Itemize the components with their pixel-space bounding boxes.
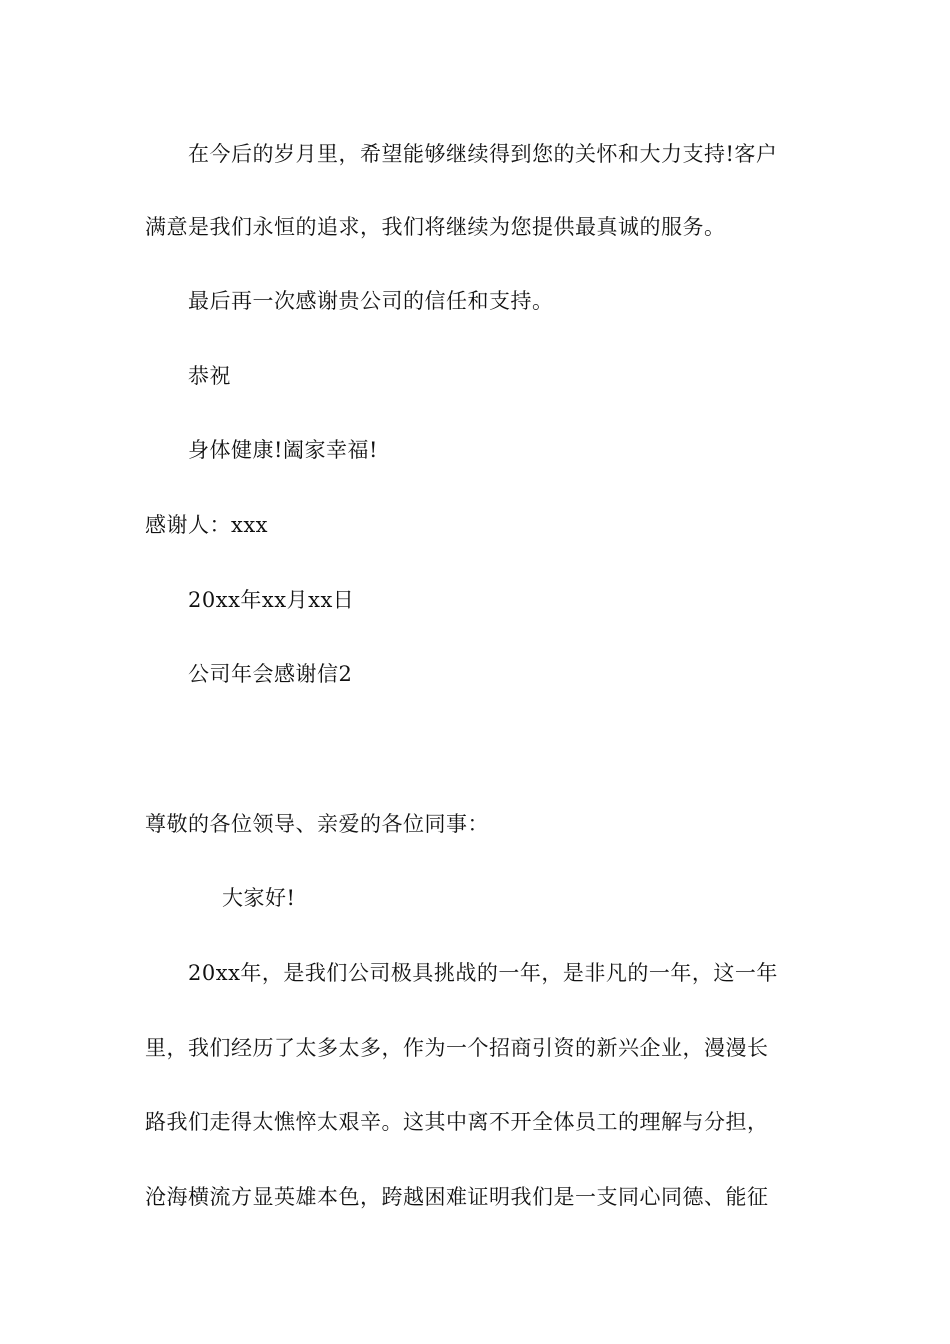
- letter2-title: 公司年会感谢信2: [188, 662, 353, 686]
- letter2-body-line4: 沧海横流方显英雄本色，跨越困难证明我们是一支同心同德、能征: [145, 1185, 769, 1209]
- letter1-paragraph2: 最后再一次感谢贵公司的信任和支持。: [188, 289, 554, 313]
- letter2-salutation: 尊敬的各位领导、亲爱的各位同事：: [145, 812, 489, 836]
- letter2-body-line1: 20xx年，是我们公司极具挑战的一年，是非凡的一年，这一年: [188, 961, 778, 985]
- letter1-paragraph1-line1: 在今后的岁月里，希望能够继续得到您的关怀和大力支持!客户: [188, 142, 778, 166]
- letter1-signer: 感谢人：xxx: [145, 513, 269, 537]
- letter2-body-line3: 路我们走得太憔悴太艰辛。这其中离不开全体员工的理解与分担，: [145, 1110, 769, 1134]
- letter1-date: 20xx年xx月xx日: [188, 588, 355, 612]
- letter1-wish: 身体健康!阖家幸福!: [188, 438, 378, 462]
- letter2-greeting: 大家好!: [222, 886, 296, 910]
- letter1-paragraph1-line2: 满意是我们永恒的追求，我们将继续为您提供最真诚的服务。: [145, 215, 726, 239]
- letter2-body-line2: 里，我们经历了太多太多，作为一个招商引资的新兴企业，漫漫长: [145, 1036, 769, 1060]
- letter1-closing: 恭祝: [188, 364, 231, 388]
